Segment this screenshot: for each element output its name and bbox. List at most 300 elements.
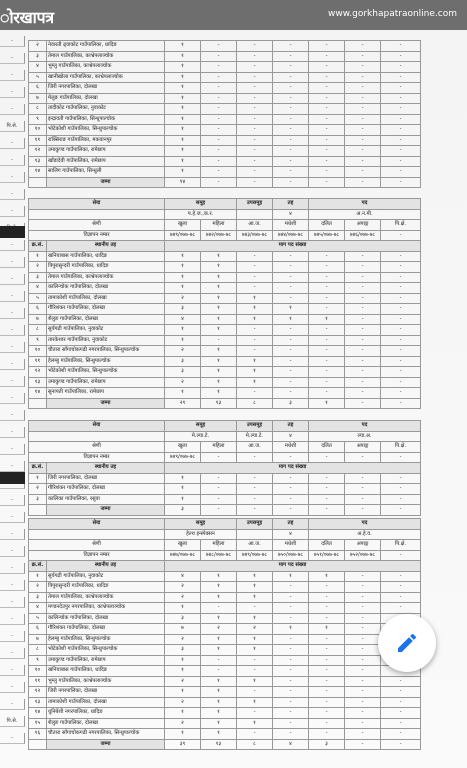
table-cell: १०: [29, 125, 47, 136]
table-cell: १: [201, 697, 237, 708]
local-body-name: सुर्यगढी गाउँपालिका, नुवाकोट: [47, 325, 165, 336]
table-cell: -: [201, 83, 237, 94]
local-body-name: गौरिशंकर गाउँपालिका, दोलखा: [47, 624, 165, 635]
table-row: [29, 93, 421, 104]
table-block-3: [28, 420, 420, 516]
table-cell: -: [381, 325, 421, 336]
table-cell: १४: [29, 708, 47, 719]
table-cell: -: [345, 314, 381, 325]
total-value: -: [381, 505, 421, 516]
table-cell: २: [237, 624, 273, 635]
table-cell: -: [309, 72, 345, 83]
table-cell: -: [309, 484, 345, 495]
table-cell: १: [237, 676, 273, 687]
advertisement-number: -: [237, 452, 273, 463]
table-cell: -: [273, 346, 309, 357]
pad-header: पद: [309, 519, 421, 530]
left-column-cell: -: [0, 393, 25, 404]
table-cell: [29, 398, 47, 409]
table-cell: -: [345, 114, 381, 125]
table-cell: -: [345, 377, 381, 388]
left-column-cell: -: [0, 257, 25, 268]
table-cell: १: [165, 156, 201, 167]
table-cell: -: [309, 293, 345, 304]
left-column-cell: -: [0, 410, 25, 421]
local-body-name: तेमाल गाउँपालिका, काभ्रेपलाञ्चोक: [47, 272, 165, 283]
table-cell: १: [201, 251, 237, 262]
table-cell: १: [309, 314, 345, 325]
table-cell: -: [381, 718, 421, 729]
pad-value: अ.न.मी.: [309, 209, 421, 220]
pad-value: ल्या.अ.: [309, 431, 421, 442]
table-cell: -: [201, 335, 237, 346]
table-cell: -: [345, 718, 381, 729]
advertisement-number: ७४९/०७७-७८: [165, 230, 201, 241]
local-body-name: तेमाल गाउँपालिका, काभ्रेपलाञ्चोक: [47, 592, 165, 603]
category-header: महिला: [201, 540, 237, 551]
local-body-name: तादीकोट गाउँपालिका, नुवाकोट: [47, 104, 165, 115]
table-cell: -: [237, 114, 273, 125]
table-cell: -: [201, 51, 237, 62]
table-cell: -: [309, 613, 345, 624]
table-cell: -: [309, 582, 345, 593]
table-cell: १: [273, 314, 309, 325]
table-cell: -: [345, 592, 381, 603]
table-cell: १: [201, 367, 237, 378]
table-cell: -: [273, 377, 309, 388]
table-cell: २: [165, 718, 201, 729]
left-column-cell: -: [0, 427, 25, 438]
category-label: श्रेणी: [29, 220, 165, 231]
table-row: [29, 293, 421, 304]
table-cell: -: [345, 41, 381, 52]
table-cell: १: [201, 388, 237, 399]
table-cell: १२: [29, 687, 47, 698]
table-cell: -: [237, 125, 273, 136]
table-cell: १: [273, 304, 309, 315]
total-label: जम्मा: [47, 398, 165, 409]
table-cell: -: [237, 666, 273, 677]
table-row: [29, 356, 421, 367]
table-row: [29, 484, 421, 495]
advertisement-number: -: [309, 452, 345, 463]
left-column-cell: -: [0, 665, 25, 676]
table-cell: १: [273, 571, 309, 582]
category-row: [29, 540, 421, 551]
table-cell: १: [165, 167, 201, 178]
seva-header: सेवा: [29, 519, 165, 530]
table-cell: -: [345, 494, 381, 505]
table-cell: -: [309, 708, 345, 719]
table-row: [29, 592, 421, 603]
left-dark-band: [0, 226, 25, 238]
total-value: -: [309, 505, 345, 516]
table-cell: -: [345, 697, 381, 708]
table-cell: -: [309, 367, 345, 378]
table-row: [29, 283, 421, 294]
table-cell: -: [381, 304, 421, 315]
table-cell: १: [201, 718, 237, 729]
table-cell: -: [309, 114, 345, 125]
table-cell: -: [273, 83, 309, 94]
table-cell: १: [201, 325, 237, 336]
table-row: [29, 104, 421, 115]
local-body-name: सालिग गाउँपालिका, सिन्धुली: [47, 167, 165, 178]
table-block-4: [28, 518, 420, 750]
table-cell: -: [237, 251, 273, 262]
table-cell: -: [309, 93, 345, 104]
table-cell: १: [201, 272, 237, 283]
table-row: [29, 62, 421, 73]
table-cell: १: [201, 676, 237, 687]
table-row: [29, 718, 421, 729]
upasamuha-value: मे.ल्या.टे.: [237, 431, 273, 442]
left-column-cell: -: [0, 359, 25, 370]
advertisement-row: [29, 230, 421, 241]
table-cell: -: [309, 603, 345, 614]
advertisement-label: विज्ञापन नम्बर: [29, 230, 165, 241]
total-row: [29, 739, 421, 750]
table-cell: ८: [29, 104, 47, 115]
table-cell: -: [345, 293, 381, 304]
table-cell: ३: [29, 272, 47, 283]
table-cell: -: [237, 41, 273, 52]
local-body-name: इन्द्रावती गाउँपालिका, सिन्धुपाल्चोक: [47, 114, 165, 125]
table-cell: २: [29, 484, 47, 495]
advertisement-row: [29, 452, 421, 463]
table-cell: ४: [29, 62, 47, 73]
table-cell: १४: [29, 167, 47, 178]
taha-value: ४: [273, 529, 309, 540]
table-cell: १४: [29, 388, 47, 399]
table-cell: १०: [29, 346, 47, 357]
table-cell: -: [345, 146, 381, 157]
table-cell: ३: [165, 367, 201, 378]
table-cell: -: [309, 388, 345, 399]
table-cell: -: [273, 634, 309, 645]
table-cell: ११: [29, 676, 47, 687]
table-row: [29, 666, 421, 677]
table-cell: १: [237, 571, 273, 582]
table-cell: -: [381, 571, 421, 582]
advertisement-number: ७४६/०७७-७८: [345, 230, 381, 241]
table-row: [29, 125, 421, 136]
table-cell: -: [309, 125, 345, 136]
table-cell: १: [165, 283, 201, 294]
category-header: खुला: [165, 220, 201, 231]
table-cell: -: [345, 624, 381, 635]
table-cell: -: [273, 655, 309, 666]
table-cell: -: [381, 167, 421, 178]
table-cell: १: [165, 603, 201, 614]
table-cell: [29, 529, 165, 540]
table-cell: -: [309, 304, 345, 315]
total-value: १४: [165, 177, 201, 188]
table-cell: -: [237, 494, 273, 505]
table-cell: ४: [165, 571, 201, 582]
table-cell: ७: [29, 93, 47, 104]
table-cell: -: [273, 41, 309, 52]
table-cell: -: [381, 230, 421, 241]
table-row: [29, 262, 421, 273]
edit-button[interactable]: [378, 614, 436, 672]
pad-header: पद: [309, 421, 421, 432]
table-cell: -: [381, 367, 421, 378]
table-cell: १: [165, 51, 201, 62]
table-cell: -: [345, 156, 381, 167]
table-cell: -: [273, 718, 309, 729]
table-cell: -: [237, 484, 273, 495]
table-cell: १: [201, 293, 237, 304]
table-cell: -: [381, 93, 421, 104]
local-body-name: खनियाबास गाउँपालिका, धादिङ: [47, 666, 165, 677]
table-cell: -: [309, 146, 345, 157]
table-cell: -: [201, 125, 237, 136]
table-cell: १: [201, 304, 237, 315]
table-row: [29, 377, 421, 388]
table-cell: १: [165, 72, 201, 83]
table-cell: -: [273, 367, 309, 378]
table-cell: ३: [29, 51, 47, 62]
advertisement-number: ७४९/०७७-७८: [237, 550, 273, 561]
table-cell: १: [237, 377, 273, 388]
table-cell: -: [309, 377, 345, 388]
table-cell: ७: [29, 634, 47, 645]
table-cell: -: [273, 676, 309, 687]
upasamuha-value: [237, 209, 273, 220]
left-column-cell: -: [0, 291, 25, 302]
newspaper-masthead: ोरखापत्र: [0, 8, 54, 27]
table-cell: ९: [29, 114, 47, 125]
table-cell: -: [381, 494, 421, 505]
left-column-cell: -: [0, 461, 25, 472]
total-value: -: [345, 177, 381, 188]
table-cell: २: [165, 377, 201, 388]
advertisement-number: ७४२/०७७-७८: [201, 230, 237, 241]
total-value: १३: [201, 398, 237, 409]
local-body-header: स्थानीय तह: [47, 241, 165, 252]
category-header: पि.क्षे.: [381, 442, 421, 453]
total-value: -: [273, 177, 309, 188]
table-cell: १: [165, 655, 201, 666]
seva-header: सेवा: [29, 199, 165, 210]
table-cell: १: [237, 697, 273, 708]
table-cell: -: [237, 167, 273, 178]
table-cell: -: [381, 156, 421, 167]
table-cell: ६: [29, 624, 47, 635]
table-cell: १: [237, 356, 273, 367]
left-column-cell: -: [0, 580, 25, 591]
local-body-name: जिरी नगरपालिका, दोलखा: [47, 687, 165, 698]
table-cell: -: [273, 473, 309, 484]
table-cell: -: [273, 592, 309, 603]
left-column-cell: -: [0, 206, 25, 217]
taha-header: तह: [273, 421, 309, 432]
table-cell: ५: [29, 293, 47, 304]
table-cell: -: [273, 272, 309, 283]
table-cell: -: [345, 729, 381, 740]
table-cell: ३: [165, 645, 201, 656]
table-cell: -: [309, 167, 345, 178]
total-row: [29, 398, 421, 409]
local-body-name: भोटेकोशी गाउँपालिका, सिन्धुपाल्चोक: [47, 125, 165, 136]
local-body-name: खनियाबास गाउँपालिका, धादिङ: [47, 251, 165, 262]
local-body-name: त्रिपुरासुन्दरी गाउँपालिका, धादिङ: [47, 262, 165, 273]
table-cell: १: [165, 135, 201, 146]
table-cell: १: [165, 83, 201, 94]
left-clipped-column: [0, 36, 25, 768]
table-cell: -: [273, 603, 309, 614]
local-body-header: स्थानीय तह: [47, 561, 165, 572]
table-cell: -: [381, 484, 421, 495]
table-cell: १: [165, 41, 201, 52]
table-cell: -: [201, 104, 237, 115]
table-cell: -: [345, 346, 381, 357]
table-cell: -: [309, 41, 345, 52]
table-cell: -: [345, 83, 381, 94]
left-column-cell: -: [0, 648, 25, 659]
table-cell: -: [273, 93, 309, 104]
category-header: दलित: [309, 220, 345, 231]
table-cell: १: [165, 272, 201, 283]
table-cell: -: [273, 146, 309, 157]
local-body-name: शैलुङ गाउँपालिका, दोलखा: [47, 718, 165, 729]
total-row: [29, 505, 421, 516]
table-cell: -: [237, 262, 273, 273]
left-column-cell: -: [0, 682, 25, 693]
table-row: [29, 729, 421, 740]
table-cell: १: [237, 613, 273, 624]
table-cell: -: [345, 262, 381, 273]
table-cell: -: [345, 388, 381, 399]
advertisement-row: [29, 550, 421, 561]
table-cell: १: [309, 624, 345, 635]
table-cell: -: [237, 72, 273, 83]
samuha-header: समूह: [165, 519, 237, 530]
taha-value: ४: [273, 209, 309, 220]
left-column-cell: -: [0, 53, 25, 64]
category-header: दलित: [309, 442, 345, 453]
table-cell: -: [381, 377, 421, 388]
category-label: श्रेणी: [29, 540, 165, 551]
table-cell: -: [381, 72, 421, 83]
total-value: -: [381, 398, 421, 409]
total-value: ४: [273, 739, 309, 750]
table-cell: १: [165, 114, 201, 125]
table-cell: ६: [29, 83, 47, 94]
table-cell: १: [165, 262, 201, 273]
table-cell: -: [345, 356, 381, 367]
advertisement-number: ७४७/०७७-७८: [165, 550, 201, 561]
table-cell: -: [345, 484, 381, 495]
table-row: [29, 473, 421, 484]
table-cell: -: [201, 494, 237, 505]
table-cell: -: [345, 304, 381, 315]
left-column-cell: -: [0, 376, 25, 387]
table-cell: -: [345, 62, 381, 73]
table-cell: -: [237, 62, 273, 73]
table-cell: -: [237, 325, 273, 336]
samuha-header: समूह: [165, 421, 237, 432]
local-body-name: शैलुङ गाउँपालिका, दोलखा: [47, 314, 165, 325]
seva-header: सेवा: [29, 421, 165, 432]
table-cell: -: [273, 697, 309, 708]
table-cell: -: [309, 356, 345, 367]
table-cell: ३: [29, 494, 47, 505]
advertisement-number: ७४४/०७७-७८: [273, 230, 309, 241]
header-row: [29, 519, 421, 530]
left-column-cell: -: [0, 138, 25, 149]
table-cell: -: [201, 62, 237, 73]
table-cell: ५: [29, 72, 47, 83]
left-column-cell: पि.से.: [0, 716, 25, 727]
local-body-name: कालिका गाउँपालिका, रसुवा: [47, 494, 165, 505]
table-cell: -: [237, 135, 273, 146]
table-cell: २: [201, 624, 237, 635]
table-cell: १: [201, 262, 237, 273]
table-cell: -: [381, 125, 421, 136]
table-cell: १: [165, 325, 201, 336]
local-body-name: सुनापती गाउँपालिका, रामेछाप: [47, 388, 165, 399]
table-cell: १६: [29, 729, 47, 740]
table-cell: -: [237, 708, 273, 719]
table-row: [29, 697, 421, 708]
table-cell: -: [237, 729, 273, 740]
table-cell: -: [273, 283, 309, 294]
table-row: [29, 367, 421, 378]
total-value: -: [237, 505, 273, 516]
table-cell: -: [273, 729, 309, 740]
table-cell: ८: [29, 325, 47, 336]
table-cell: ७: [165, 624, 201, 635]
table-row: [29, 335, 421, 346]
table-cell: -: [309, 135, 345, 146]
table-cell: -: [381, 473, 421, 484]
table-cell: -: [273, 114, 309, 125]
total-value: -: [345, 398, 381, 409]
table-row: [29, 603, 421, 614]
table-cell: -: [201, 135, 237, 146]
table-cell: १: [237, 634, 273, 645]
table-cell: -: [345, 582, 381, 593]
upasamuha-header: उपसमूह: [237, 519, 273, 530]
table-cell: -: [201, 666, 237, 677]
table-cell: ९: [29, 335, 47, 346]
category-header: दलित: [309, 540, 345, 551]
table-cell: -: [381, 51, 421, 62]
table-cell: -: [309, 104, 345, 115]
samuha-header: समूह: [165, 199, 237, 210]
local-body-name: भुम्लु गाउँपालिका, काभ्रेपलाञ्चोक: [47, 62, 165, 73]
table-cell: -: [345, 135, 381, 146]
table-cell: १: [201, 645, 237, 656]
table-row: [29, 325, 421, 336]
table-cell: -: [273, 135, 309, 146]
advertisement-number: ७४५/०७७-७८: [309, 230, 345, 241]
table-row: [29, 708, 421, 719]
table-cell: -: [345, 335, 381, 346]
table-cell: -: [345, 603, 381, 614]
table-cell: १: [165, 104, 201, 115]
left-column-cell: -: [0, 563, 25, 574]
table-row: [29, 167, 421, 178]
table-cell: -: [237, 51, 273, 62]
table-row: [29, 83, 421, 94]
table-cell: -: [273, 262, 309, 273]
left-column-cell: -: [0, 631, 25, 642]
table-row: [29, 582, 421, 593]
local-body-name: गौरिशंकर गाउँपालिका, दोलखा: [47, 484, 165, 495]
